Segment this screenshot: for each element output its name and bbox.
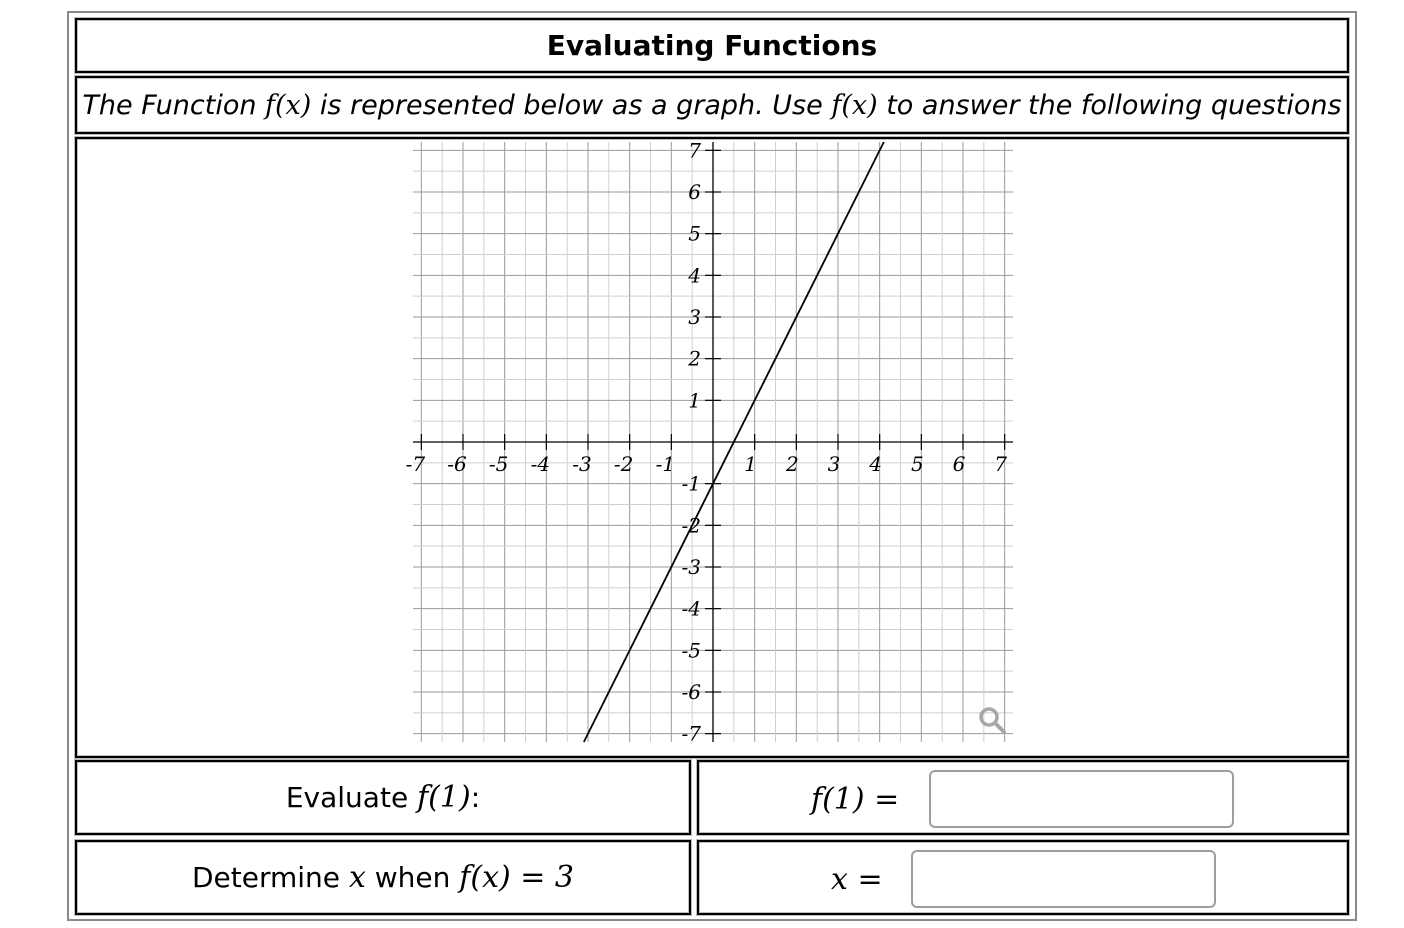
question-1-answer-cell bbox=[697, 760, 1349, 835]
x-tick-label: -3 bbox=[572, 452, 592, 476]
y-tick-label: 6 bbox=[688, 180, 701, 204]
question-1-prompt bbox=[286, 780, 480, 815]
y-tick-label: 2 bbox=[688, 346, 701, 371]
question-2-math-x: x bbox=[348, 860, 366, 895]
y-tick-label: 7 bbox=[688, 138, 701, 163]
y-tick-label: -4 bbox=[681, 596, 701, 621]
x-tick-label: -7 bbox=[405, 452, 426, 476]
description-text bbox=[82, 90, 1341, 121]
x-tick-label: 4 bbox=[869, 452, 883, 476]
description-cell bbox=[75, 76, 1349, 134]
function-symbol-2: f(x) bbox=[831, 89, 878, 121]
x-tick-label: 5 bbox=[910, 452, 924, 476]
question-2-answer-cell bbox=[697, 840, 1349, 915]
x-tick-label: 3 bbox=[827, 452, 841, 476]
x-tick-label: 7 bbox=[994, 452, 1008, 476]
x-tick-label: -4 bbox=[530, 452, 551, 476]
x-tick-label: -6 bbox=[447, 452, 467, 476]
y-tick-label: -3 bbox=[681, 555, 701, 579]
question-1-label-cell bbox=[75, 760, 691, 835]
x-tick-label: -5 bbox=[488, 452, 509, 476]
y-tick-label: -2 bbox=[681, 513, 701, 538]
description-middle: is represented below as a graph. Use bbox=[311, 89, 832, 121]
question-2-math-condition: f(x) = 3 bbox=[459, 860, 575, 895]
graph-cell bbox=[75, 137, 1349, 758]
y-tick-label: -5 bbox=[681, 638, 701, 663]
description-prefix: The Function bbox=[82, 89, 266, 121]
y-tick-label: 3 bbox=[688, 305, 701, 329]
y-tick-label: -7 bbox=[681, 721, 701, 746]
x-tick-label: -1 bbox=[655, 452, 676, 476]
x-tick-label: 6 bbox=[952, 452, 966, 476]
question-1-answer-group bbox=[811, 770, 1234, 828]
question-2-prefix: Determine bbox=[191, 861, 349, 894]
x-tick-label: 2 bbox=[785, 452, 799, 476]
x-tick-label: 1 bbox=[744, 452, 758, 476]
question-1-answer-input[interactable] bbox=[929, 770, 1234, 828]
question-2-answer-label: x = bbox=[831, 861, 883, 897]
question-1-answer-label: f(1) = bbox=[811, 781, 900, 817]
question-1-prefix: Evaluate bbox=[285, 781, 418, 814]
x-tick-label: -2 bbox=[613, 452, 634, 476]
question-2-answer-group bbox=[831, 850, 1216, 908]
question-1-suffix: : bbox=[470, 781, 481, 814]
y-tick-label: -1 bbox=[681, 471, 701, 496]
function-symbol: f(x) bbox=[265, 89, 312, 121]
question-2-answer-input[interactable] bbox=[911, 850, 1216, 908]
question-1-math: f(1) bbox=[417, 780, 471, 815]
y-tick-label: 5 bbox=[688, 221, 701, 246]
title-cell bbox=[75, 18, 1349, 73]
question-2-label-cell bbox=[75, 840, 691, 915]
question-2-middle: when bbox=[365, 861, 460, 894]
magnifier-icon[interactable] bbox=[977, 705, 1007, 735]
problem-table bbox=[67, 11, 1357, 921]
function-graph bbox=[405, 138, 1013, 746]
y-tick-label: -6 bbox=[681, 680, 701, 704]
page-title: Evaluating Functions bbox=[546, 29, 878, 62]
y-tick-label: 1 bbox=[688, 388, 701, 413]
description-suffix: to answer the following questions bbox=[877, 89, 1342, 121]
question-2-prompt bbox=[192, 860, 574, 895]
y-tick-label: 4 bbox=[688, 263, 701, 288]
